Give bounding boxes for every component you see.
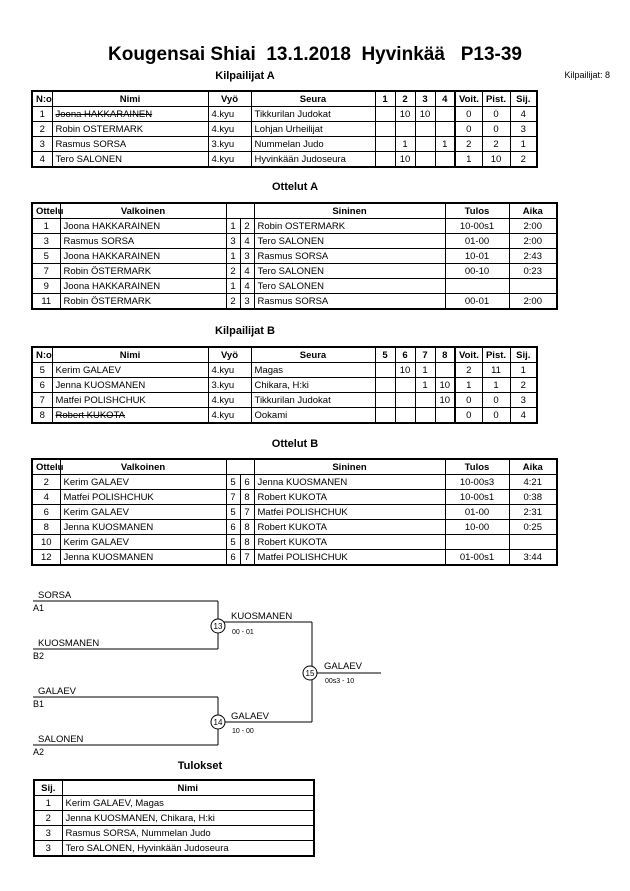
pool-score-cell xyxy=(375,393,395,408)
white-competitor: Kerim GALAEV xyxy=(60,505,226,520)
competitor-wins: 0 xyxy=(455,408,482,424)
blue-competitor: Matfei POLISHCHUK xyxy=(254,550,445,566)
pool-a-heading: Kilpailijat A xyxy=(215,70,275,82)
match-number: 10 xyxy=(32,535,60,550)
bracket-sf2-top-pos: B1 xyxy=(33,699,45,709)
pool-score-cell xyxy=(415,122,435,137)
col-blue-no xyxy=(240,203,254,219)
col-match-no: Ottelu xyxy=(32,459,60,475)
match-result: 01-00 xyxy=(445,234,509,249)
match-time: 0:38 xyxy=(509,490,557,505)
col-score-2: 2 xyxy=(395,91,415,107)
col-belt: Vyö xyxy=(208,91,251,107)
pool-no: 8 xyxy=(32,408,52,424)
pool-score-cell: 10 xyxy=(415,107,435,122)
pool-row xyxy=(32,408,537,424)
competitor-wins: 2 xyxy=(455,363,482,378)
col-score-1: 1 xyxy=(375,91,395,107)
blue-competitor: Matfei POLISHCHUK xyxy=(254,505,445,520)
pool-no: 2 xyxy=(32,122,52,137)
match-14-score: 10 - 00 xyxy=(232,728,254,735)
col-white: Valkoinen xyxy=(60,203,226,219)
white-pool-no: 1 xyxy=(226,219,240,234)
pool-score-cell: 10 xyxy=(395,152,415,168)
col-name: Nimi xyxy=(52,91,208,107)
competitor-points: 0 xyxy=(482,107,510,122)
matches-a-header-row xyxy=(32,203,557,219)
col-result-place: Sij. xyxy=(34,780,62,796)
competitor-name: Robin OSTERMARK xyxy=(52,122,208,137)
white-pool-no: 5 xyxy=(226,535,240,550)
competitor-points: 0 xyxy=(482,122,510,137)
col-points: Pist. xyxy=(482,347,510,363)
competitor-belt: 3.kyu xyxy=(208,378,251,393)
competitor-belt: 4.kyu xyxy=(208,363,251,378)
match-15-number: 15 xyxy=(305,669,315,678)
match-result: 01-00 xyxy=(445,505,509,520)
match-time: 4:21 xyxy=(509,475,557,490)
competitor-place: 2 xyxy=(510,152,537,168)
col-score-8: 8 xyxy=(435,347,455,363)
match-time: 0:23 xyxy=(509,264,557,279)
match-row xyxy=(32,294,557,310)
match-result xyxy=(445,535,509,550)
match-row xyxy=(32,264,557,279)
blue-competitor: Robin OSTERMARK xyxy=(254,219,445,234)
competitor-wins: 1 xyxy=(455,152,482,168)
competitor-place: 2 xyxy=(510,378,537,393)
competitor-name: Jenna KUOSMANEN xyxy=(52,378,208,393)
result-row xyxy=(34,796,314,811)
pool-score-cell xyxy=(395,393,415,408)
matches-a-heading: Ottelut A xyxy=(271,181,319,193)
competitor-place: 1 xyxy=(510,137,537,152)
match-14-number: 14 xyxy=(213,718,223,727)
white-competitor: Jenna KUOSMANEN xyxy=(60,520,226,535)
white-pool-no: 2 xyxy=(226,294,240,310)
page-title: Kougensai Shiai 13.1.2018 Hyvinkää P13-39 xyxy=(108,44,522,65)
blue-competitor: Jenna KUOSMANEN xyxy=(254,475,445,490)
competitor-club: Ookami xyxy=(251,408,375,424)
col-no: N:o xyxy=(32,347,52,363)
white-pool-no: 1 xyxy=(226,249,240,264)
competitor-belt: 4.kyu xyxy=(208,107,251,122)
pool-score-cell xyxy=(395,408,415,424)
white-pool-no: 7 xyxy=(226,490,240,505)
match-row xyxy=(32,535,557,550)
match-row xyxy=(32,505,557,520)
blue-competitor: Rasmus SORSA xyxy=(254,249,445,264)
col-white-no xyxy=(226,459,240,475)
competitor-place: 4 xyxy=(510,107,537,122)
col-result: Tulos xyxy=(445,203,509,219)
pool-score-cell: 1 xyxy=(415,363,435,378)
col-blue-no xyxy=(240,459,254,475)
match-number: 5 xyxy=(32,249,60,264)
pool-a-table xyxy=(31,90,538,168)
competitor-belt: 4.kyu xyxy=(208,122,251,137)
competitor-points: 0 xyxy=(482,393,510,408)
blue-pool-no: 7 xyxy=(240,505,254,520)
result-name: Kerim GALAEV, Magas xyxy=(62,796,314,811)
pool-score-cell xyxy=(395,122,415,137)
match-row xyxy=(32,490,557,505)
pool-b-header-row xyxy=(32,347,537,363)
match-number: 11 xyxy=(32,294,60,310)
competitor-belt: 4.kyu xyxy=(208,152,251,168)
pool-score-cell xyxy=(415,393,435,408)
match-time: 0:25 xyxy=(509,520,557,535)
blue-pool-no: 8 xyxy=(240,520,254,535)
blue-pool-no: 4 xyxy=(240,234,254,249)
pool-score-cell: 10 xyxy=(435,393,455,408)
blue-competitor: Rasmus SORSA xyxy=(254,294,445,310)
result-place: 3 xyxy=(34,826,62,841)
match-number: 7 xyxy=(32,264,60,279)
white-competitor: Robin ÖSTERMARK xyxy=(60,294,226,310)
match-number: 12 xyxy=(32,550,60,566)
blue-pool-no: 8 xyxy=(240,535,254,550)
pool-score-cell xyxy=(375,408,395,424)
competitor-belt: 4.kyu xyxy=(208,393,251,408)
competitor-points: 1 xyxy=(482,378,510,393)
col-no: N:o xyxy=(32,91,52,107)
bracket-sf1-bottom-name: KUOSMANEN xyxy=(38,638,100,649)
blue-competitor: Tero SALONEN xyxy=(254,234,445,249)
pool-score-cell xyxy=(435,122,455,137)
bracket-sf2-bottom-name: SALONEN xyxy=(38,734,84,745)
pool-score-cell: 10 xyxy=(395,363,415,378)
match-time: 2:00 xyxy=(509,294,557,310)
pool-row xyxy=(32,107,537,122)
match-15-winner: GALAEV xyxy=(324,661,363,672)
competitor-name: Robert KUKOTA xyxy=(52,408,208,424)
col-club: Seura xyxy=(251,347,375,363)
white-competitor: Matfei POLISHCHUK xyxy=(60,490,226,505)
match-13-number: 13 xyxy=(213,622,223,631)
col-score-7: 7 xyxy=(415,347,435,363)
pool-b-heading: Kilpailijat B xyxy=(215,325,275,337)
pool-score-cell xyxy=(375,122,395,137)
col-time: Aika xyxy=(509,203,557,219)
match-result: 10-00s1 xyxy=(445,219,509,234)
blue-pool-no: 7 xyxy=(240,550,254,566)
col-score-5: 5 xyxy=(375,347,395,363)
result-place: 2 xyxy=(34,811,62,826)
match-number: 1 xyxy=(32,219,60,234)
matches-a-table xyxy=(31,202,558,310)
col-score-3: 3 xyxy=(415,91,435,107)
competitor-place: 3 xyxy=(510,393,537,408)
competitor-place: 4 xyxy=(510,408,537,424)
bracket-sf1-bottom-pos: B2 xyxy=(33,651,45,661)
match-number: 2 xyxy=(32,475,60,490)
pool-score-cell: 10 xyxy=(435,378,455,393)
match-row xyxy=(32,249,557,264)
col-score-6: 6 xyxy=(395,347,415,363)
match-number: 3 xyxy=(32,234,60,249)
pool-score-cell: 1 xyxy=(435,137,455,152)
match-13-winner: KUOSMANEN xyxy=(231,611,293,622)
white-competitor: Rasmus SORSA xyxy=(60,234,226,249)
match-14-winner: GALAEV xyxy=(231,711,270,722)
pool-score-cell xyxy=(395,378,415,393)
blue-competitor: Tero SALONEN xyxy=(254,279,445,294)
bracket-sf2-top-name: GALAEV xyxy=(38,686,77,697)
col-white-no xyxy=(226,203,240,219)
pool-score-cell xyxy=(435,363,455,378)
white-competitor: Joona HAKKARAINEN xyxy=(60,279,226,294)
competitor-place: 3 xyxy=(510,122,537,137)
col-club: Seura xyxy=(251,91,375,107)
pool-row xyxy=(32,152,537,168)
white-competitor: Kerim GALAEV xyxy=(60,535,226,550)
competitor-club: Tikkurilan Judokat xyxy=(251,107,375,122)
pool-score-cell: 10 xyxy=(395,107,415,122)
match-15-score: 00s3 - 10 xyxy=(325,678,355,685)
competitor-club: Hyvinkään Judoseura xyxy=(251,152,375,168)
competitor-name: Kerim GALAEV xyxy=(52,363,208,378)
result-name: Rasmus SORSA, Nummelan Judo xyxy=(62,826,314,841)
match-time: 3:44 xyxy=(509,550,557,566)
blue-pool-no: 2 xyxy=(240,219,254,234)
competitor-club: Tikkurilan Judokat xyxy=(251,393,375,408)
pool-row xyxy=(32,122,537,137)
pool-no: 5 xyxy=(32,363,52,378)
bracket-diagram xyxy=(0,585,630,760)
match-result: 10-00s3 xyxy=(445,475,509,490)
match-row xyxy=(32,279,557,294)
blue-pool-no: 3 xyxy=(240,249,254,264)
blue-pool-no: 3 xyxy=(240,294,254,310)
competitor-count: Kilpailijat: 8 xyxy=(564,70,610,80)
pool-a-header-row xyxy=(32,91,537,107)
competitor-place: 1 xyxy=(510,363,537,378)
competitor-name: Rasmus SORSA xyxy=(52,137,208,152)
col-match-no: Ottelu xyxy=(32,203,60,219)
white-competitor: Robin ÖSTERMARK xyxy=(60,264,226,279)
matches-b-heading: Ottelut B xyxy=(271,438,319,450)
white-competitor: Kerim GALAEV xyxy=(60,475,226,490)
pool-score-cell: 1 xyxy=(395,137,415,152)
pool-no: 7 xyxy=(32,393,52,408)
pool-score-cell xyxy=(375,137,395,152)
result-name: Tero SALONEN, Hyvinkään Judoseura xyxy=(62,841,314,857)
pool-score-cell xyxy=(435,408,455,424)
results-heading: Tulokset xyxy=(177,760,223,772)
pool-score-cell xyxy=(435,152,455,168)
col-score-4: 4 xyxy=(435,91,455,107)
col-points: Pist. xyxy=(482,91,510,107)
match-result: 10-00s1 xyxy=(445,490,509,505)
col-result: Tulos xyxy=(445,459,509,475)
col-place: Sij. xyxy=(510,91,537,107)
white-pool-no: 1 xyxy=(226,279,240,294)
matches-b-table xyxy=(31,458,558,566)
pool-no: 3 xyxy=(32,137,52,152)
pool-score-cell xyxy=(375,363,395,378)
blue-competitor: Tero SALONEN xyxy=(254,264,445,279)
white-pool-no: 5 xyxy=(226,505,240,520)
bracket-sf2-bottom-pos: A2 xyxy=(33,747,45,757)
match-result: 00-10 xyxy=(445,264,509,279)
col-white: Valkoinen xyxy=(60,459,226,475)
competitor-wins: 2 xyxy=(455,137,482,152)
blue-competitor: Robert KUKOTA xyxy=(254,535,445,550)
blue-pool-no: 6 xyxy=(240,475,254,490)
blue-pool-no: 4 xyxy=(240,264,254,279)
white-competitor: Joona HAKKARAINEN xyxy=(60,219,226,234)
col-time: Aika xyxy=(509,459,557,475)
white-competitor: Jenna KUOSMANEN xyxy=(60,550,226,566)
white-pool-no: 2 xyxy=(226,264,240,279)
match-number: 4 xyxy=(32,490,60,505)
match-number: 6 xyxy=(32,505,60,520)
result-row xyxy=(34,811,314,826)
pool-score-cell xyxy=(415,408,435,424)
pool-row xyxy=(32,378,537,393)
match-row xyxy=(32,475,557,490)
match-row xyxy=(32,234,557,249)
match-result: 01-00s1 xyxy=(445,550,509,566)
result-row xyxy=(34,841,314,857)
col-result-name: Nimi xyxy=(62,780,314,796)
pool-no: 6 xyxy=(32,378,52,393)
competitor-wins: 0 xyxy=(455,122,482,137)
blue-competitor: Robert KUKOTA xyxy=(254,520,445,535)
pool-score-cell xyxy=(415,137,435,152)
white-pool-no: 3 xyxy=(226,234,240,249)
competitor-wins: 0 xyxy=(455,107,482,122)
blue-competitor: Robert KUKOTA xyxy=(254,490,445,505)
pool-score-cell xyxy=(375,152,395,168)
competitor-wins: 1 xyxy=(455,378,482,393)
pool-score-cell: 1 xyxy=(415,378,435,393)
competitor-points: 0 xyxy=(482,408,510,424)
pool-b-table xyxy=(31,346,538,424)
white-competitor: Joona HAKKARAINEN xyxy=(60,249,226,264)
competitor-points: 10 xyxy=(482,152,510,168)
results-header-row xyxy=(34,780,314,796)
competitor-name: Joona HAKKARAINEN xyxy=(52,107,208,122)
pool-no: 4 xyxy=(32,152,52,168)
competitor-wins: 0 xyxy=(455,393,482,408)
pool-score-cell xyxy=(415,152,435,168)
pool-score-cell xyxy=(375,107,395,122)
pool-no: 1 xyxy=(32,107,52,122)
competitor-club: Lohjan Urheilijat xyxy=(251,122,375,137)
match-row xyxy=(32,550,557,566)
competitor-club: Chikara, H:ki xyxy=(251,378,375,393)
pool-row xyxy=(32,393,537,408)
competitor-club: Magas xyxy=(251,363,375,378)
match-time: 2:43 xyxy=(509,249,557,264)
result-name: Jenna KUOSMANEN, Chikara, H:ki xyxy=(62,811,314,826)
col-place: Sij. xyxy=(510,347,537,363)
competitor-name: Tero SALONEN xyxy=(52,152,208,168)
pool-row xyxy=(32,363,537,378)
competitor-belt: 4.kyu xyxy=(208,408,251,424)
match-time xyxy=(509,535,557,550)
match-time: 2:00 xyxy=(509,219,557,234)
match-number: 8 xyxy=(32,520,60,535)
match-time: 2:00 xyxy=(509,234,557,249)
competitor-club: Nummelan Judo xyxy=(251,137,375,152)
pool-score-cell xyxy=(435,107,455,122)
bracket-sf1-top-name: SORSA xyxy=(38,590,72,601)
match-result: 10-01 xyxy=(445,249,509,264)
col-name: Nimi xyxy=(52,347,208,363)
col-wins: Voit. xyxy=(455,347,482,363)
match-13-score: 00 - 01 xyxy=(232,629,254,636)
matches-b-header-row xyxy=(32,459,557,475)
match-result: 10-00 xyxy=(445,520,509,535)
match-number: 9 xyxy=(32,279,60,294)
competitor-belt: 3.kyu xyxy=(208,137,251,152)
results-table xyxy=(33,779,315,857)
match-row xyxy=(32,219,557,234)
white-pool-no: 5 xyxy=(226,475,240,490)
col-blue: Sininen xyxy=(254,459,445,475)
bracket-sf1-top-pos: A1 xyxy=(33,603,45,613)
match-time: 2:31 xyxy=(509,505,557,520)
match-result: 00-01 xyxy=(445,294,509,310)
match-row xyxy=(32,520,557,535)
result-row xyxy=(34,826,314,841)
pool-row xyxy=(32,137,537,152)
match-result xyxy=(445,279,509,294)
blue-pool-no: 8 xyxy=(240,490,254,505)
competitor-points: 11 xyxy=(482,363,510,378)
competitor-points: 2 xyxy=(482,137,510,152)
result-place: 1 xyxy=(34,796,62,811)
col-blue: Sininen xyxy=(254,203,445,219)
result-place: 3 xyxy=(34,841,62,857)
match-time xyxy=(509,279,557,294)
col-wins: Voit. xyxy=(455,91,482,107)
pool-score-cell xyxy=(375,378,395,393)
col-belt: Vyö xyxy=(208,347,251,363)
competitor-name: Matfei POLISHCHUK xyxy=(52,393,208,408)
white-pool-no: 6 xyxy=(226,520,240,535)
blue-pool-no: 4 xyxy=(240,279,254,294)
white-pool-no: 6 xyxy=(226,550,240,566)
